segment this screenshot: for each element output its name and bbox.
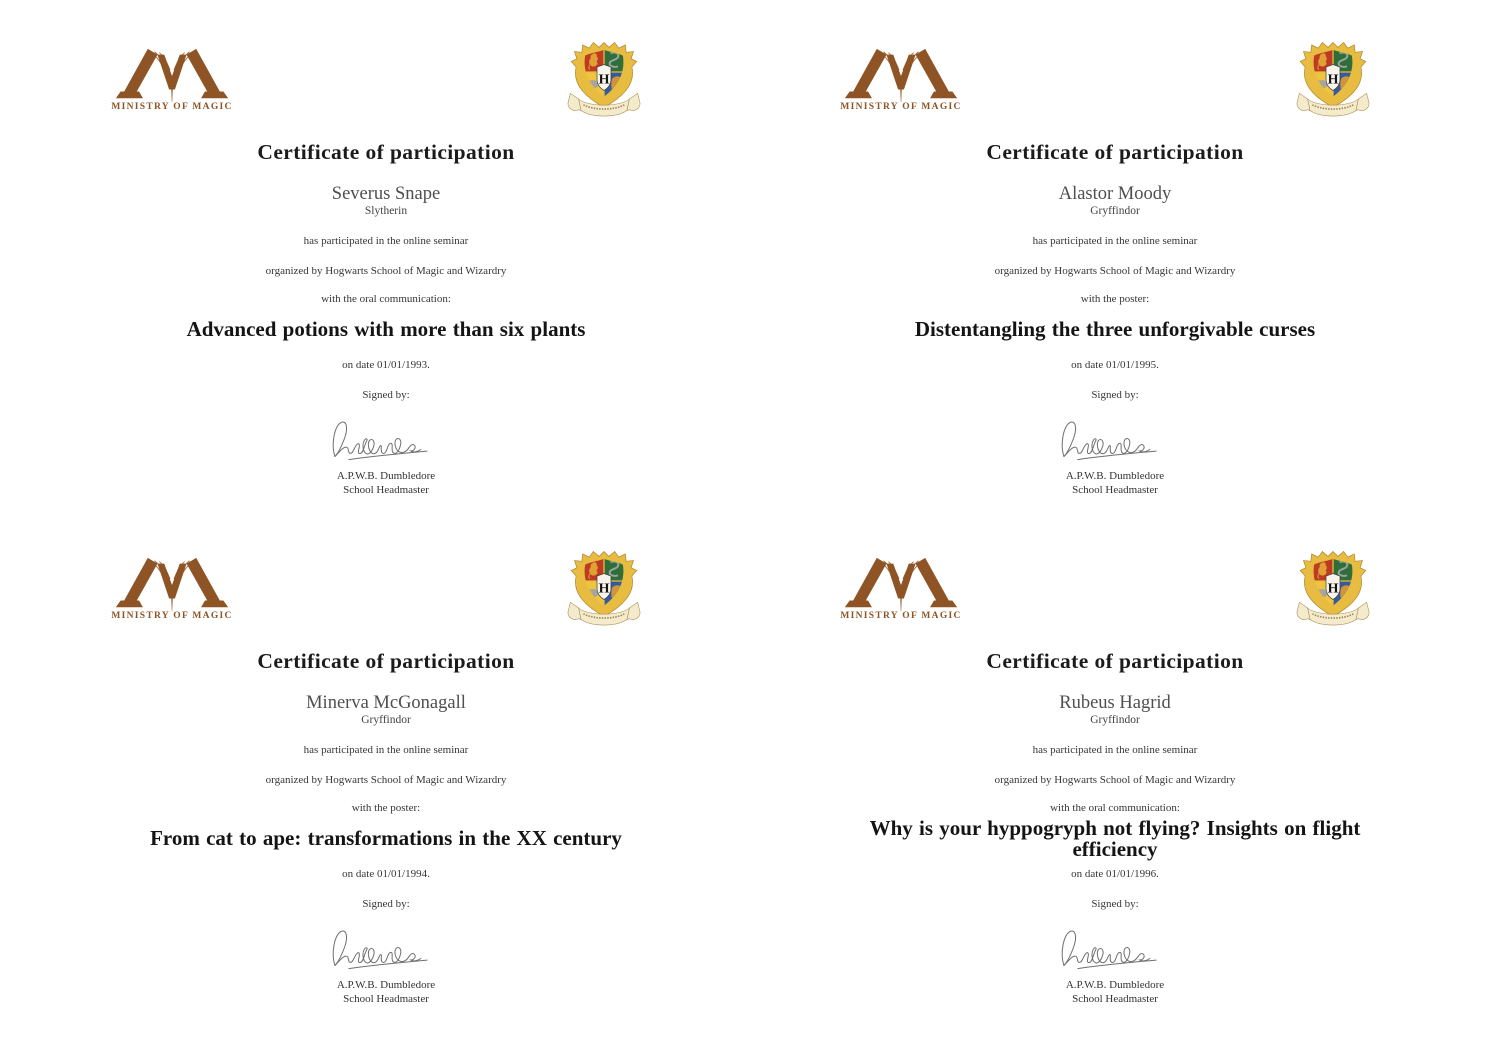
recipient-house: Gryffindor [1090,714,1140,727]
date-line: on date 01/01/1996. [1071,868,1159,881]
hogwarts-crest-icon [1296,40,1370,122]
ministry-of-magic-logo [839,44,963,112]
ministry-of-magic-logo [110,44,234,112]
participation-line: has participated in the online seminar [1032,744,1198,757]
certificate-header [11,0,761,122]
certificate-header [740,509,1490,631]
participation-line: has participated in the online seminar [1032,235,1198,248]
dumbledore-signature [321,417,451,465]
ministry-m-icon [839,44,963,106]
signer-role: School Headmaster [1072,484,1158,497]
ministry-m-icon [110,44,234,106]
contribution-intro: with the poster: [351,802,421,815]
contribution-title: Distentangling the three unforgivable curses [914,317,1316,342]
recipient-house: Slytherin [364,205,408,218]
participation-line: has participated in the online seminar [303,744,469,757]
contribution-title-slot [740,815,1490,863]
contribution-intro: with the poster: [1080,293,1150,306]
certificate-title: Certificate of participation [257,649,515,673]
signer-role: School Headmaster [343,484,429,497]
contribution-title-slot [11,815,761,863]
ministry-of-magic-logo [839,553,963,621]
certificate [11,0,761,509]
signed-by-label: Signed by: [362,898,410,911]
contribution-title-slot [11,306,761,354]
recipient-house: Gryffindor [361,714,411,727]
contribution-intro: with the oral communication: [1050,802,1180,815]
ministry-label: MINISTRY OF MAGIC [840,611,962,621]
signed-by-label: Signed by: [1091,898,1139,911]
organized-line: organized by Hogwarts School of Magic and Wizardry [994,774,1236,787]
dumbledore-signature [1050,926,1180,974]
organized-line: organized by Hogwarts School of Magic and Wizardry [994,265,1236,278]
certificate-header [740,0,1490,122]
signer-name: A.P.W.B. Dumbledore [336,979,436,992]
signed-by-label: Signed by: [362,389,410,402]
date-line: on date 01/01/1995. [1071,359,1159,372]
recipient-name: Minerva McGonagall [306,692,466,713]
signed-by-label: Signed by: [1091,389,1139,402]
recipient-name: Severus Snape [331,183,441,204]
contribution-intro: with the oral communication: [321,293,451,306]
dumbledore-signature [321,926,451,974]
contribution-title: Why is your hyppogryph not flying? Insights on flight efficiency [869,815,1361,862]
certificate [740,509,1490,1018]
ministry-of-magic-logo [110,553,234,621]
participation-line: has participated in the online seminar [303,235,469,248]
hogwarts-crest-icon [1296,549,1370,631]
recipient-name: Rubeus Hagrid [1059,692,1171,713]
certificate [11,509,761,1018]
certificate-title: Certificate of participation [986,140,1244,164]
hogwarts-crest-icon [567,549,641,631]
ministry-m-icon [839,553,963,615]
recipient-house: Gryffindor [1090,205,1140,218]
date-line: on date 01/01/1993. [342,359,430,372]
hogwarts-crest-icon [567,40,641,122]
ministry-label: MINISTRY OF MAGIC [111,102,233,112]
recipient-name: Alastor Moody [1058,183,1172,204]
ministry-label: MINISTRY OF MAGIC [840,102,962,112]
certificate-title: Certificate of participation [257,140,515,164]
contribution-title-slot [740,306,1490,354]
organized-line: organized by Hogwarts School of Magic and Wizardry [265,774,507,787]
signer-name: A.P.W.B. Dumbledore [336,470,436,483]
ministry-m-icon [110,553,234,615]
signer-name: A.P.W.B. Dumbledore [1065,979,1165,992]
certificate-title: Certificate of participation [986,649,1244,673]
organized-line: organized by Hogwarts School of Magic and Wizardry [265,265,507,278]
signer-role: School Headmaster [343,993,429,1006]
contribution-title: Advanced potions with more than six plants [186,317,586,342]
signer-role: School Headmaster [1072,993,1158,1006]
date-line: on date 01/01/1994. [342,868,430,881]
contribution-title: From cat to ape: transformations in the XX century [150,826,622,851]
signer-name: A.P.W.B. Dumbledore [1065,470,1165,483]
certificate [740,0,1490,509]
ministry-label: MINISTRY OF MAGIC [111,611,233,621]
dumbledore-signature [1050,417,1180,465]
certificate-header [11,509,761,631]
